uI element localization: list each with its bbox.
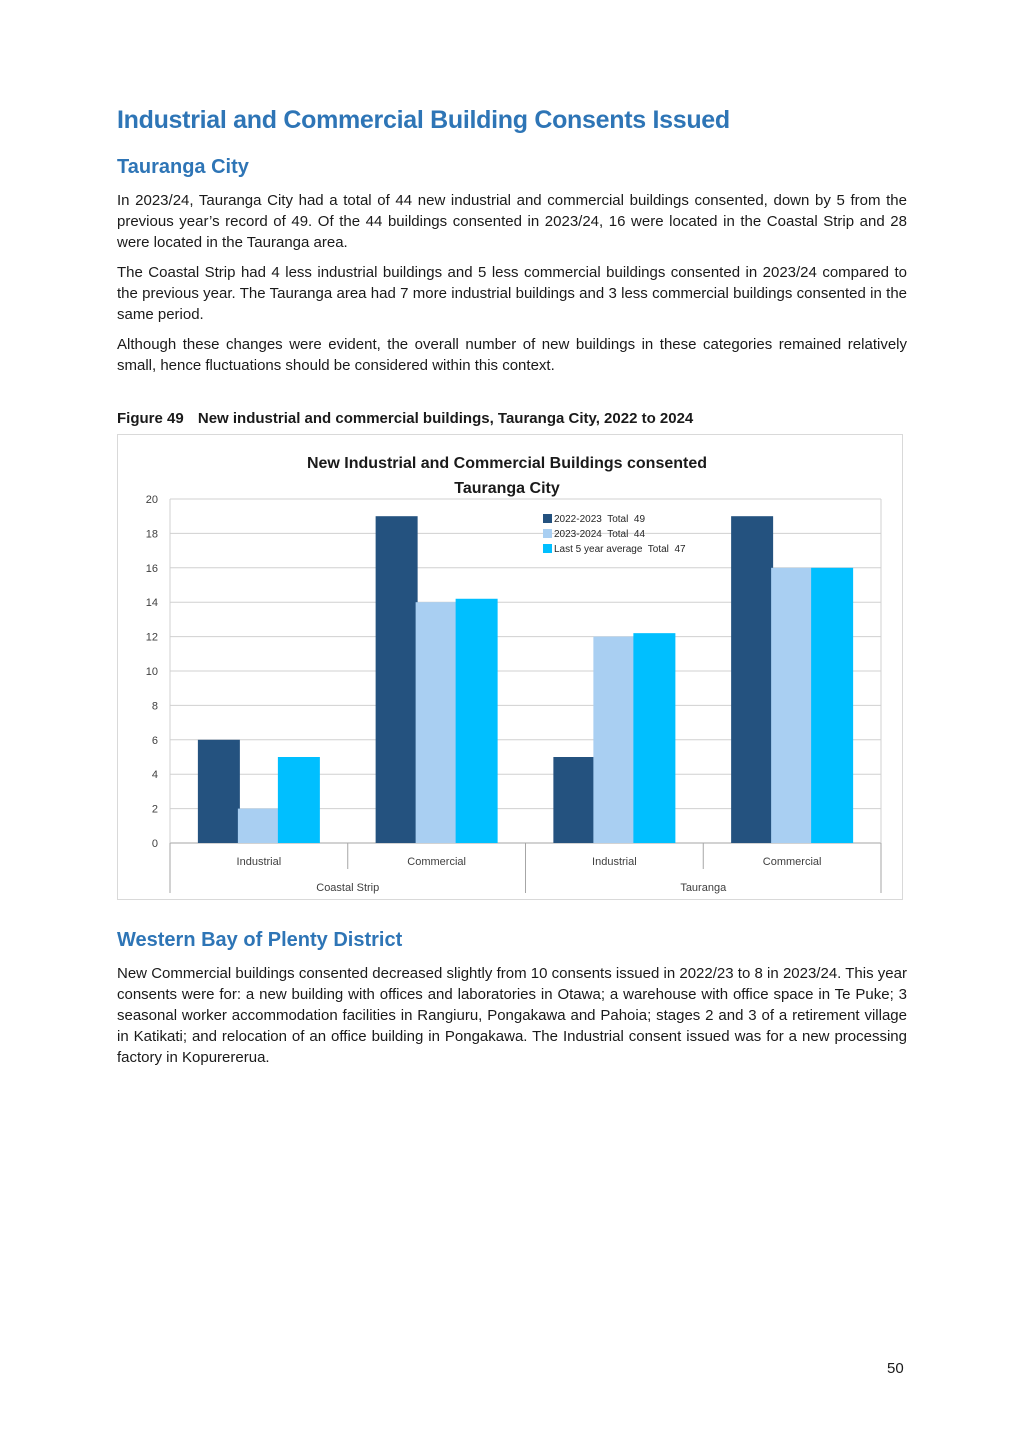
- legend-swatch: [543, 514, 552, 523]
- figure-caption: [117, 410, 693, 427]
- x-tick-label: Commercial: [407, 856, 466, 868]
- bar: [553, 757, 595, 843]
- y-tick-label: 18: [145, 528, 158, 541]
- legend-label: 2022-2023 Total 49: [554, 514, 646, 525]
- legend-label: 2023-2024 Total 44: [554, 529, 646, 540]
- y-tick-label: 2: [151, 803, 158, 816]
- tauranga-paragraph-2: The Coastal Strip had 4 less industrial buildings and 5 less commercial buildings consented in 2023/24 compared to the previous year. The Tauranga area had 7 more industrial buildings and 3 less commercial buildings consented in the same period.: [117, 264, 907, 323]
- y-tick-label: 8: [151, 700, 158, 713]
- figure-number: Figure 49: [117, 410, 184, 427]
- bar: [238, 809, 280, 843]
- bar: [811, 568, 853, 843]
- x-group-label: Coastal Strip: [316, 882, 380, 894]
- bar: [633, 633, 675, 843]
- page-number: 50: [887, 1360, 904, 1377]
- x-tick-label: Industrial: [592, 856, 637, 868]
- x-tick-label: Commercial: [762, 856, 822, 868]
- y-tick-label: 6: [151, 734, 158, 747]
- y-tick-label: 10: [145, 666, 158, 678]
- y-tick-label: 16: [145, 562, 158, 575]
- tauranga-heading: Tauranga City: [117, 156, 249, 178]
- legend-swatch: [543, 529, 552, 538]
- y-tick-label: 0: [151, 838, 158, 850]
- chart-container: [117, 434, 903, 900]
- legend-swatch: [543, 544, 552, 553]
- bar: [416, 602, 458, 843]
- tauranga-paragraph-1: In 2023/24, Tauranga City had a total of 44 new industrial and commercial buildings consented, down by 5 from the previous year’s record of 49. Of the 44 buildings consented in 2023/24, 16 were located in the Coastal Strip and 28 were located in the Tauranga area.: [117, 192, 907, 251]
- y-tick-label: 20: [145, 494, 158, 506]
- bar: [456, 599, 498, 843]
- legend-label: Last 5 year average Total 47: [554, 544, 686, 555]
- tauranga-paragraph-3: Although these changes were evident, the overall number of new buildings in these categories remained relatively small, hence fluctuations should be considered within this context.: [117, 336, 907, 374]
- page-heading: Industrial and Commercial Building Consents Issued: [117, 106, 730, 134]
- figure-caption-text: New industrial and commercial buildings, Tauranga City, 2022 to 2024: [197, 410, 694, 427]
- bar-chart: [118, 435, 902, 899]
- y-tick-label: 4: [151, 769, 158, 782]
- bar: [376, 516, 418, 843]
- y-tick-label: 12: [145, 631, 158, 644]
- bar: [198, 740, 240, 843]
- bar: [771, 568, 813, 843]
- x-group-label: Tauranga: [680, 882, 727, 894]
- x-tick-label: Industrial: [236, 856, 282, 868]
- bar: [593, 637, 635, 843]
- bar: [731, 516, 773, 843]
- chart-title-line-2: Tauranga City: [454, 480, 560, 497]
- y-tick-label: 14: [145, 597, 158, 610]
- chart-title-line-1: New Industrial and Commercial Buildings consented: [306, 455, 708, 472]
- bar: [278, 757, 320, 843]
- wbop-heading: Western Bay of Plenty District: [117, 929, 403, 951]
- wbop-paragraph: New Commercial buildings consented decreased slightly from 10 consents issued in 2022/23 to 8 in 2023/24. This year consents were for: a new building with offices and laboratories in Otawa; a warehouse with office space in Te Puke; 3 seasonal worker accommodation facilities in Rangiuru, Pongakawa and Pahoia; stages 2 and 3 of a retirement village in Katikati; and relocation of an office building in Pongakawa. The Industrial consent issued was for a new processing factory in Kopurererua.: [117, 965, 907, 1066]
